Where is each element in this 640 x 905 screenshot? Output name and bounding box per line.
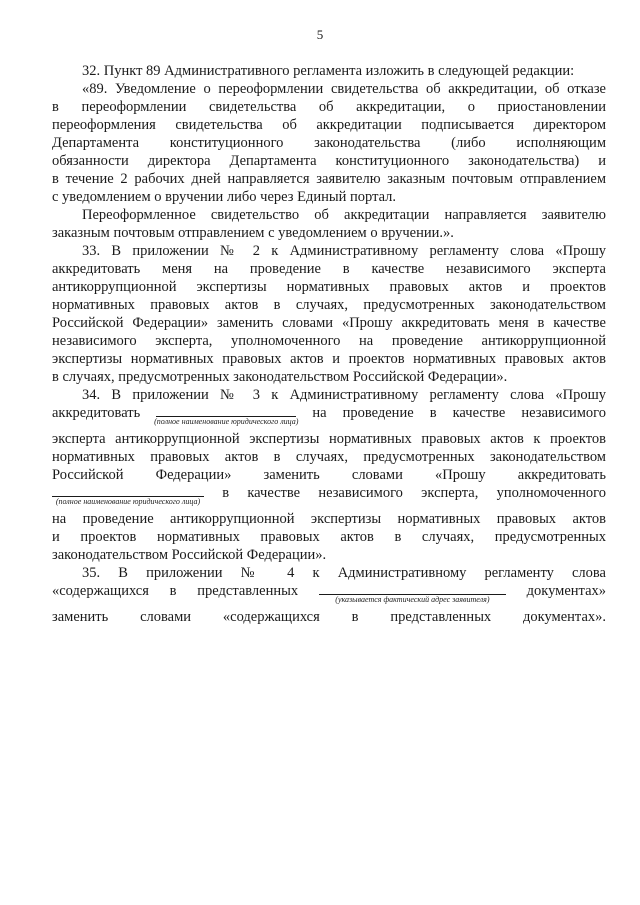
text-segment: на проведение в качестве независимого <box>312 405 606 421</box>
text-line: 33. В приложении № 2 к Административному регламенту слова «Прошу <box>82 243 606 259</box>
text-line: обязанности директора Департамента конституционного законодательства) и <box>52 153 606 169</box>
paragraph-35 <box>52 564 606 626</box>
text-line: заказным почтовым отправлением с уведомлением о вручении.». <box>52 225 454 241</box>
paragraph-32 <box>52 62 606 242</box>
text-line: 34. В приложении № 3 к Административному регламенту слова «Прошу <box>82 387 606 403</box>
text-line: и проектов нормативных правовых актов в случаях, предусмотренных <box>52 529 606 545</box>
text-line: эксперта антикоррупционной экспертизы нормативных правовых актов к проектов <box>52 431 606 447</box>
text-line: с уведомлением о вручении либо через Единый портал. <box>52 189 397 205</box>
text-line: Переоформленное свидетельство об аккредитации направляется заявителю <box>82 207 606 223</box>
text-line: 32. Пункт 89 Административного регламента изложить в следующей редакции: <box>82 63 575 79</box>
text-line: Российской Федерации» заменить словами «Прошу аккредитовать <box>52 467 606 483</box>
text-line: законодательством Российской Федерации». <box>52 547 327 563</box>
paragraph-34 <box>52 386 606 564</box>
text-line: 35. В приложении № 4 к Административному регламенту слова <box>82 565 606 581</box>
text-line-with-blank <box>52 404 606 426</box>
text-line-with-blank <box>52 484 607 506</box>
text-line: антикоррупционной экспертизы нормативных правовых актов и проектов <box>52 279 606 295</box>
text-line: в переоформлении свидетельства об аккредитации, о приостановлении <box>52 99 606 115</box>
text-line: экспертизы нормативных правовых актов и проектов нормативных правовых актов <box>52 351 606 367</box>
text-segment: «содержащихся в представленных <box>52 583 299 599</box>
fill-in-blank <box>154 406 299 426</box>
text-segment: аккредитовать <box>52 405 141 421</box>
text-line: на проведение антикоррупционной экспертизы нормативных правовых актов <box>52 511 606 527</box>
fill-in-blank <box>52 486 204 506</box>
fill-in-blank <box>319 584 506 604</box>
text-line-with-blank <box>52 582 607 604</box>
blank-caption: (указывается фактический адрес заявителя) <box>335 595 490 604</box>
text-line: в течение 2 рабочих дней направляется заявителю заказным почтовым отправлением <box>52 171 606 187</box>
text-line: аккредитовать меня на проведение в качестве независимого эксперта <box>52 261 606 277</box>
text-line: нормативных правовых актов в случаях, предусмотренных законодательством <box>52 297 606 313</box>
text-line: в случаях, предусмотренных законодательством Российской Федерации». <box>52 369 508 385</box>
text-line: заменить словами «содержащихся в представленных документах». <box>52 609 606 625</box>
text-line: «89. Уведомление о переоформлении свидетельства об аккредитации, об отказе <box>82 81 606 97</box>
paragraph-33 <box>52 242 606 386</box>
text-line: Российской Федерации» заменить словами «Прошу аккредитовать меня в качестве <box>52 315 606 331</box>
text-line: Департамента конституционного законодательства (либо исполняющим <box>52 135 606 151</box>
text-segment: документах» <box>526 583 607 599</box>
text-segment: в качестве независимого эксперта, уполномоченного <box>222 485 607 501</box>
page-number: 5 <box>316 27 324 42</box>
blank-caption: (полное наименование юридического лица) <box>55 497 201 506</box>
text-line: переоформления свидетельства об аккредитации подписывается директором <box>52 117 606 133</box>
document-body <box>0 62 640 626</box>
text-line: независимого эксперта, уполномоченного на проведение антикоррупционной <box>52 333 606 349</box>
blank-caption: (полное наименование юридического лица) <box>154 417 299 426</box>
text-line: нормативных правовых актов в случаях, предусмотренных законодательством <box>52 449 606 465</box>
